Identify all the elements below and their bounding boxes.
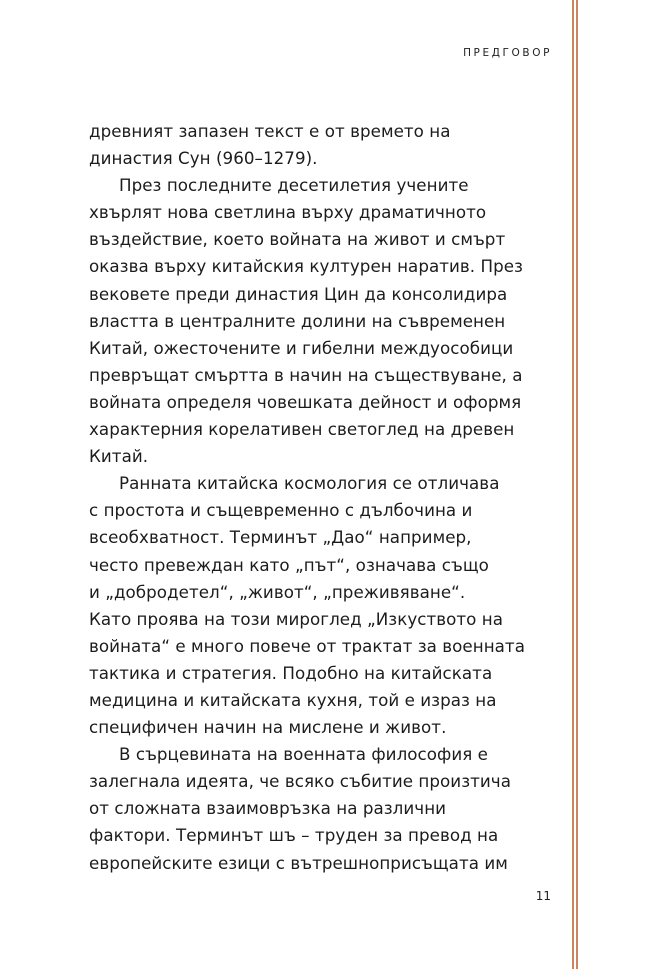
text-line: властта в централните долини на съвременен bbox=[89, 310, 506, 331]
margin-rule-left bbox=[572, 0, 574, 969]
page-number: 11 bbox=[535, 889, 551, 903]
text-line: хвърлят нова светлина върху драматичното bbox=[89, 202, 487, 223]
running-head: ПРЕДГОВОР bbox=[463, 47, 552, 59]
text-line: Китай. bbox=[89, 446, 149, 467]
text-line: В сърцевината на военната философия е bbox=[119, 744, 488, 765]
text-line: въздействие, което войната на живот и смърт bbox=[89, 229, 506, 250]
text-line: древният запазен текст е от времето на bbox=[89, 121, 451, 141]
text-line: често превеждан като „път“, означава също bbox=[89, 554, 489, 575]
text-line: Китай, ожесточените и гибелни междуособици bbox=[89, 337, 514, 358]
text-line: характерния корелативен светоглед на древен bbox=[89, 419, 515, 440]
text-line: всеобхватност. Терминът „Дао“ например, bbox=[89, 527, 472, 548]
margin-rule-right bbox=[576, 0, 578, 969]
text-line: европейските езици с вътрешноприсъщата им bbox=[89, 852, 508, 873]
text-line: и „добродетел“, „живот“, „преживяване“. bbox=[89, 581, 466, 602]
text-line: специфичен начин на мислене и живот. bbox=[89, 717, 447, 738]
text-line: от сложната взаимовръзка на различни bbox=[89, 798, 447, 819]
text-line: През последните десетилетия учените bbox=[119, 175, 469, 196]
text-line: превръщат смъртта в начин на съществуване, а bbox=[89, 364, 523, 385]
text-line: оказва върху китайския културен наратив. През bbox=[89, 256, 523, 277]
text-line: Ранната китайска космология се отличава bbox=[119, 473, 500, 494]
text-line: войната“ е много повече от трактат за военната bbox=[89, 635, 525, 656]
body-text bbox=[89, 118, 544, 877]
text-line: войната определя човешката дейност и оформя bbox=[89, 391, 522, 412]
text-line: медицина и китайската кухня, той е израз на bbox=[89, 689, 497, 710]
text-line: тактика и стратегия. Подобно на китайската bbox=[89, 662, 493, 683]
text-line: вековете преди династия Цин да консолидира bbox=[89, 283, 508, 304]
text-line: с простота и същевременно с дълбочина и bbox=[89, 500, 473, 521]
text-line: Като проява на този мироглед „Изкуството на bbox=[89, 608, 504, 629]
text-line: фактори. Терминът шъ – труден за превод на bbox=[89, 825, 499, 846]
text-line: династия Сун (960–1279). bbox=[89, 148, 318, 169]
text-line: залегнала идеята, че всяко събитие произтича bbox=[89, 771, 511, 792]
